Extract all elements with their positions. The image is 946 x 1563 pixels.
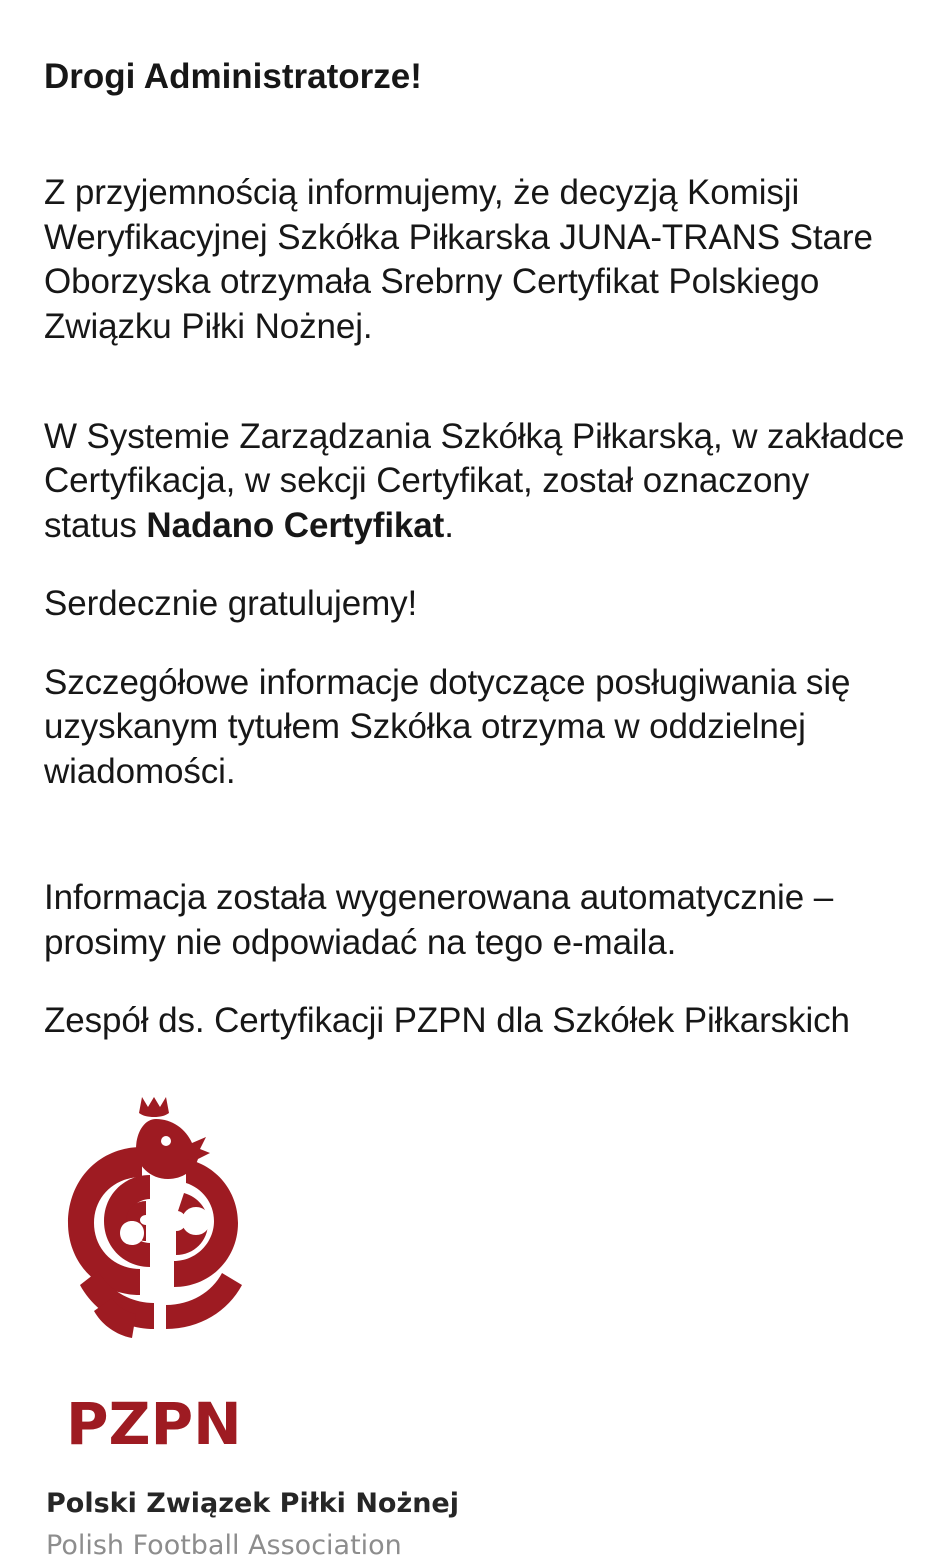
paragraph-system-status [44,415,906,548]
org-name-pl: Polski Związek Piłki Nożnej [46,1488,459,1520]
spacer [44,97,906,171]
status-value: Nadano Certyfikat [146,505,445,545]
spacer [44,965,906,999]
paragraph-automatic-notice: Informacja została wygenerowana automatycznie – prosimy nie odpowiadać na tego e-maila. [44,878,834,962]
status-suffix: . [444,505,454,545]
paragraph-system-status-text: W Systemie Zarządzania Szkółką Piłkarską, w zakładce Certyfikacja, w sekcji Certyfikat, został oznaczony status [44,417,905,545]
paragraph-details-followup: Szczegółowe informacje dotyczące posługiwania się uzyskanym tytułem Szkółka otrzyma w oddzielnej wiadomości. [44,662,851,791]
salutation: Drogi Administratorze! [44,57,422,96]
paragraph-congratulations: Serdecznie gratulujemy! [44,584,418,624]
spacer [44,548,906,582]
paragraph-signature: Zespół ds. Certyfikacji PZPN dla Szkółek Piłkarskich [44,1000,850,1040]
spacer [44,349,906,415]
spacer [44,627,906,661]
pzpn-wordmark: PZPN [66,1390,242,1459]
spacer [44,794,906,876]
pzpn-eagle-logo [46,1089,296,1459]
footer-organisation [46,1487,906,1563]
paragraph-certification-decision: Z przyjemnością informujemy, że decyzją Komisji Weryfikacyjnej Szkółka Piłkarska JUNA-TRANS Stare Oborzyska otrzymała Srebrny Certyfikat Polskiego Związku Piłki Nożnej. [44,173,873,346]
org-name-en: Polish Football Association [46,1530,402,1562]
